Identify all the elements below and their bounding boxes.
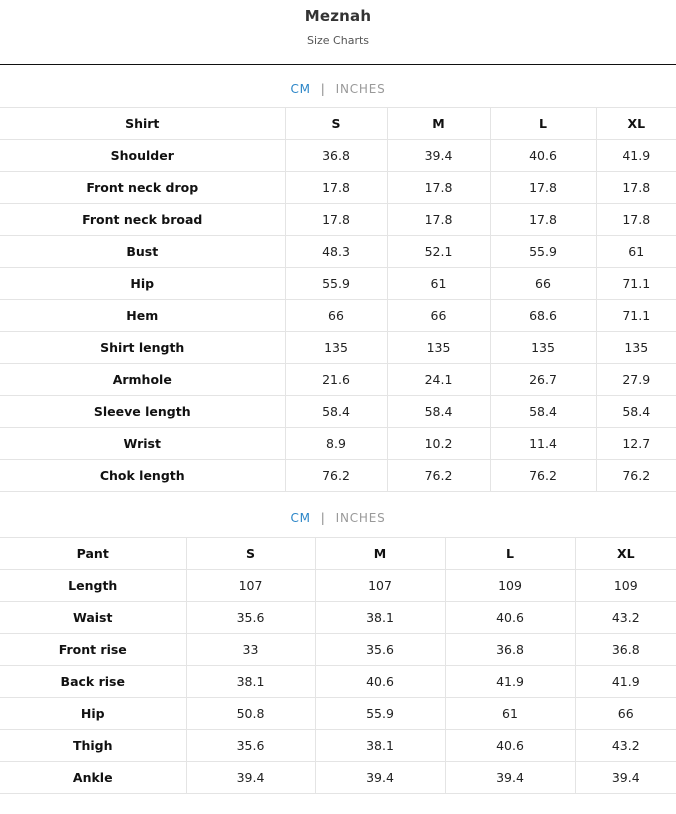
shirt-value-l: 68.6 [490, 300, 596, 332]
table-row [0, 570, 676, 602]
pant-cm-option[interactable]: CM [290, 511, 311, 525]
shirt-header-s: S [285, 108, 387, 140]
pant-header-label: Pant [0, 538, 186, 570]
page-subtitle: Size Charts [306, 34, 370, 47]
shirt-measurement-label: Front neck broad [0, 204, 285, 236]
shirt-value-xl: 12.7 [596, 428, 676, 460]
pant-value-m: 35.6 [315, 634, 445, 666]
shirt-value-l: 76.2 [490, 460, 596, 492]
shirt-value-xl: 135 [596, 332, 676, 364]
pant-value-s: 35.6 [186, 602, 315, 634]
shirt-value-s: 135 [285, 332, 387, 364]
shirt-value-xl: 17.8 [596, 172, 676, 204]
table-row [0, 204, 676, 236]
shirt-value-xl: 71.1 [596, 300, 676, 332]
table-row [0, 428, 676, 460]
shirt-value-l: 66 [490, 268, 596, 300]
pant-value-m: 38.1 [315, 602, 445, 634]
pant-value-m: 55.9 [315, 698, 445, 730]
table-row [0, 602, 676, 634]
pant-measurement-label: Front rise [0, 634, 186, 666]
shirt-unit-separator: | [320, 82, 326, 96]
shirt-value-xl: 71.1 [596, 268, 676, 300]
pant-measurement-label: Ankle [0, 762, 186, 794]
shirt-value-s: 36.8 [285, 140, 387, 172]
shirt-measurement-label: Armhole [0, 364, 285, 396]
shirt-value-m: 17.8 [387, 172, 490, 204]
shirt-size-table [0, 107, 676, 492]
pant-header-row [0, 538, 676, 570]
table-row [0, 172, 676, 204]
table-row [0, 364, 676, 396]
shirt-value-s: 17.8 [285, 172, 387, 204]
table-row [0, 698, 676, 730]
shirt-value-s: 21.6 [285, 364, 387, 396]
pant-header-xl: XL [575, 538, 676, 570]
shirt-cm-option[interactable]: CM [290, 82, 311, 96]
shirt-value-m: 76.2 [387, 460, 490, 492]
pant-unit-separator: | [320, 511, 326, 525]
pant-value-xl: 43.2 [575, 730, 676, 762]
shirt-measurement-label: Bust [0, 236, 285, 268]
shirt-value-s: 58.4 [285, 396, 387, 428]
shirt-value-s: 55.9 [285, 268, 387, 300]
pant-size-table [0, 537, 676, 794]
shirt-header-m: M [387, 108, 490, 140]
pant-value-xl: 39.4 [575, 762, 676, 794]
shirt-header-l: L [490, 108, 596, 140]
shirt-measurement-label: Hip [0, 268, 285, 300]
pant-value-l: 61 [445, 698, 575, 730]
table-row [0, 666, 676, 698]
pant-value-l: 41.9 [445, 666, 575, 698]
shirt-measurement-label: Front neck drop [0, 172, 285, 204]
pant-inches-option[interactable]: INCHES [335, 511, 386, 525]
shirt-measurement-label: Hem [0, 300, 285, 332]
shirt-value-m: 10.2 [387, 428, 490, 460]
pant-value-s: 107 [186, 570, 315, 602]
pant-value-m: 38.1 [315, 730, 445, 762]
shirt-header-label: Shirt [0, 108, 285, 140]
shirt-measurement-label: Sleeve length [0, 396, 285, 428]
table-row [0, 460, 676, 492]
pant-value-s: 39.4 [186, 762, 315, 794]
shirt-unit-toggle [0, 82, 676, 96]
pant-value-l: 39.4 [445, 762, 575, 794]
shirt-value-s: 76.2 [285, 460, 387, 492]
shirt-value-m: 58.4 [387, 396, 490, 428]
pant-value-l: 40.6 [445, 602, 575, 634]
pant-value-xl: 109 [575, 570, 676, 602]
brand-name: Meznah [304, 7, 372, 25]
pant-measurement-label: Thigh [0, 730, 186, 762]
pant-value-xl: 66 [575, 698, 676, 730]
table-row [0, 634, 676, 666]
table-row [0, 140, 676, 172]
shirt-value-l: 135 [490, 332, 596, 364]
pant-value-s: 50.8 [186, 698, 315, 730]
shirt-value-l: 17.8 [490, 204, 596, 236]
page-header [0, 0, 676, 65]
shirt-value-xl: 58.4 [596, 396, 676, 428]
shirt-measurement-label: Shoulder [0, 140, 285, 172]
table-row [0, 762, 676, 794]
shirt-value-m: 52.1 [387, 236, 490, 268]
pant-value-s: 33 [186, 634, 315, 666]
pant-value-xl: 36.8 [575, 634, 676, 666]
shirt-value-s: 17.8 [285, 204, 387, 236]
pant-value-m: 39.4 [315, 762, 445, 794]
shirt-value-xl: 61 [596, 236, 676, 268]
shirt-measurement-label: Shirt length [0, 332, 285, 364]
pant-value-xl: 43.2 [575, 602, 676, 634]
pant-value-s: 38.1 [186, 666, 315, 698]
shirt-value-m: 61 [387, 268, 490, 300]
shirt-measurement-label: Chok length [0, 460, 285, 492]
pant-value-m: 40.6 [315, 666, 445, 698]
shirt-measurement-label: Wrist [0, 428, 285, 460]
pant-value-s: 35.6 [186, 730, 315, 762]
shirt-inches-option[interactable]: INCHES [335, 82, 386, 96]
shirt-value-s: 8.9 [285, 428, 387, 460]
table-row [0, 332, 676, 364]
shirt-value-xl: 76.2 [596, 460, 676, 492]
shirt-header-xl: XL [596, 108, 676, 140]
shirt-value-xl: 41.9 [596, 140, 676, 172]
shirt-value-m: 17.8 [387, 204, 490, 236]
pant-header-l: L [445, 538, 575, 570]
table-row [0, 236, 676, 268]
pant-value-l: 36.8 [445, 634, 575, 666]
shirt-value-m: 135 [387, 332, 490, 364]
shirt-value-m: 66 [387, 300, 490, 332]
shirt-value-xl: 17.8 [596, 204, 676, 236]
shirt-value-l: 58.4 [490, 396, 596, 428]
pant-measurement-label: Waist [0, 602, 186, 634]
pant-value-l: 109 [445, 570, 575, 602]
shirt-value-m: 39.4 [387, 140, 490, 172]
pant-measurement-label: Back rise [0, 666, 186, 698]
shirt-value-l: 55.9 [490, 236, 596, 268]
shirt-value-m: 24.1 [387, 364, 490, 396]
table-row [0, 396, 676, 428]
pant-measurement-label: Length [0, 570, 186, 602]
table-row [0, 268, 676, 300]
pant-value-xl: 41.9 [575, 666, 676, 698]
pant-measurement-label: Hip [0, 698, 186, 730]
shirt-value-s: 48.3 [285, 236, 387, 268]
pant-value-m: 107 [315, 570, 445, 602]
pant-header-s: S [186, 538, 315, 570]
shirt-value-l: 26.7 [490, 364, 596, 396]
shirt-header-row [0, 108, 676, 140]
pant-header-m: M [315, 538, 445, 570]
table-row [0, 300, 676, 332]
shirt-value-s: 66 [285, 300, 387, 332]
shirt-value-l: 17.8 [490, 172, 596, 204]
shirt-value-l: 40.6 [490, 140, 596, 172]
pant-value-l: 40.6 [445, 730, 575, 762]
table-row [0, 730, 676, 762]
shirt-value-l: 11.4 [490, 428, 596, 460]
pant-unit-toggle [0, 511, 676, 525]
shirt-value-xl: 27.9 [596, 364, 676, 396]
